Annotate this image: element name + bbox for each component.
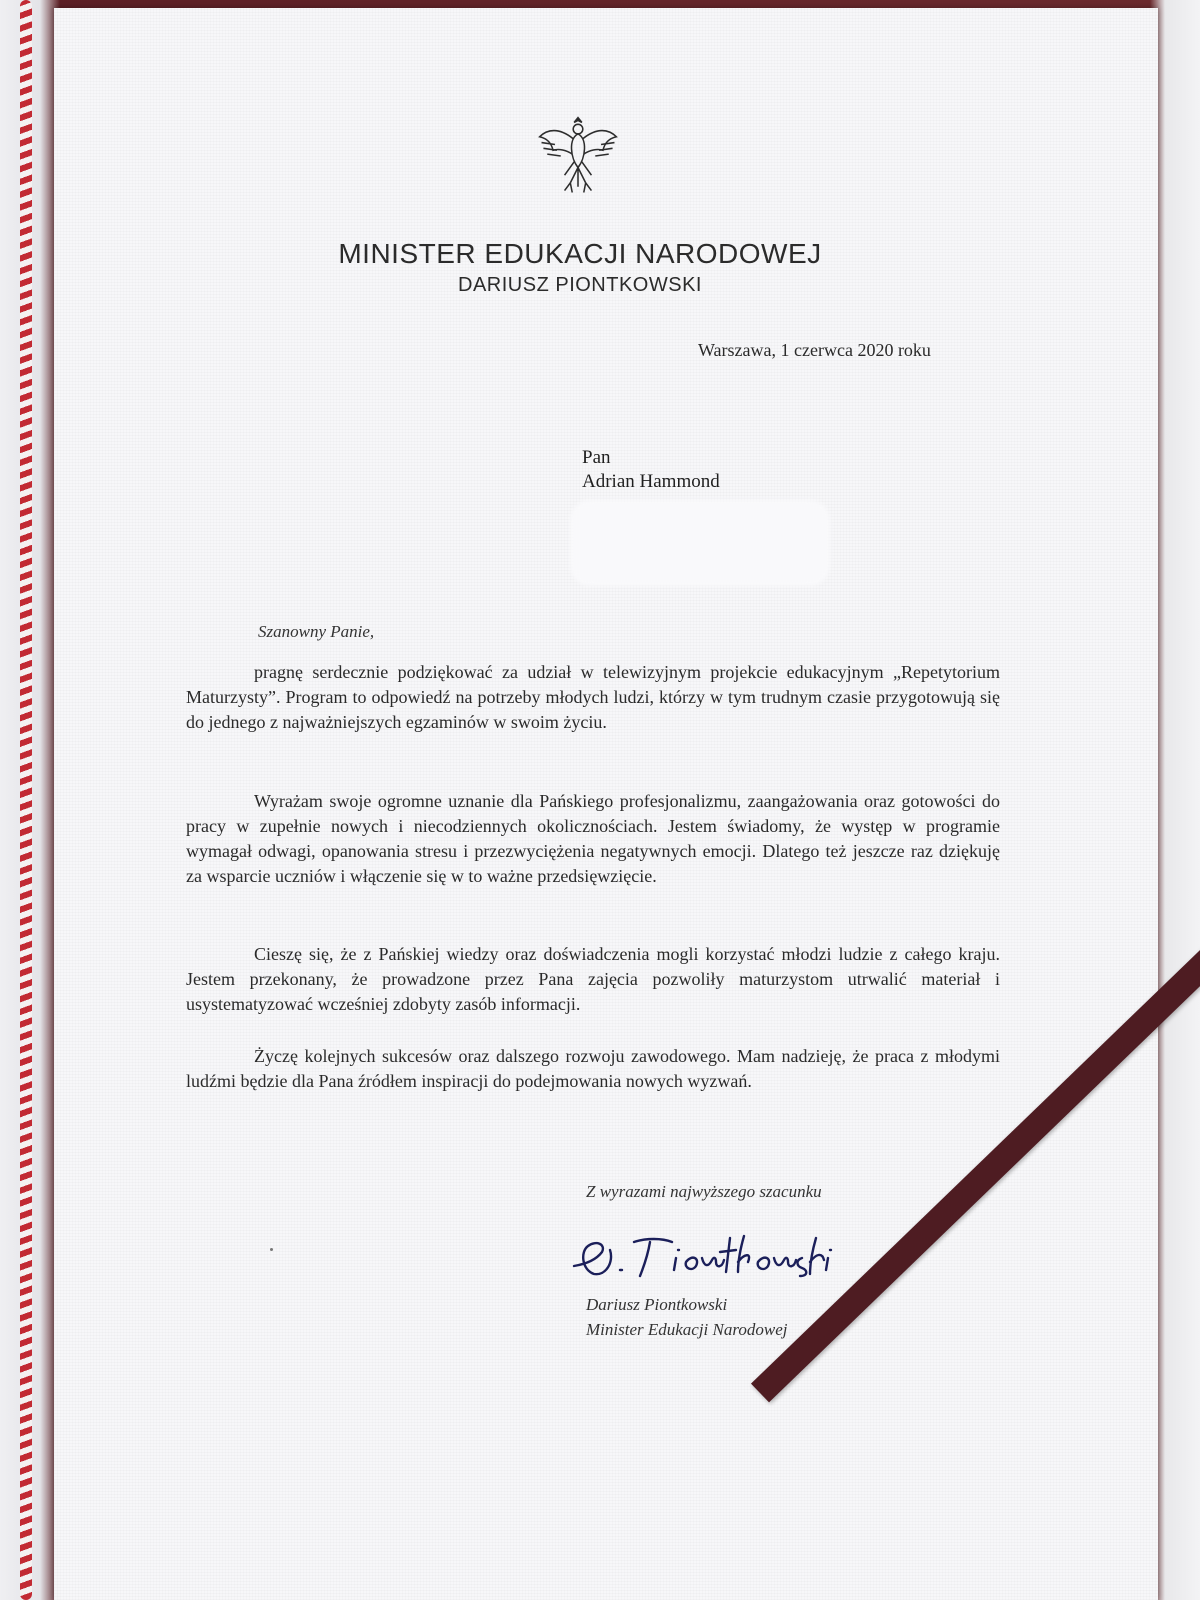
paragraph-1: pragnę serdecznie podziękować za udział w telewizyjnym projekcie edukacyjnym „Repetytorium Maturzysty”. Program to odpowiedź na potrzeby młodych ludzi, którzy w tym trudnym czasie przygotowują się do jednego z najważniejszych egzaminów w swoim życiu.	[186, 662, 1000, 732]
paragraph-2: Wyrażam swoje ogromne uznanie dla Pańskiego profesjonalizmu, zaangażowania oraz gotowości do pracy w zupełnie nowych i niecodziennych okolicznościach. Jestem świadomy, że występ w programie wymagał odwagi, opanowania stresu i przezwyciężenia negatywnych emocji. Dlatego też jeszcze raz dziękuję za wsparcie uczniów i włączenie się w to ważne przedsięwzięcie.	[186, 791, 1000, 886]
addressee-name: Adrian Hammond	[582, 471, 720, 492]
minister-name-heading: DARIUSZ PIONTKOWSKI	[458, 274, 702, 296]
letter-date: Warszawa, 1 czerwca 2020 roku	[698, 340, 931, 360]
paragraph-4: Życzę kolejnych sukcesów oraz dalszego rozwoju zawodowego. Mam nadzieję, że praca z młodymi ludźmi będzie dla Pana źródłem inspiracji do podejmowania nowych wyzwań.	[186, 1046, 1000, 1091]
closing-phrase: Z wyrazami najwyższego szacunku	[586, 1182, 822, 1201]
salutation: Szanowny Panie,	[258, 622, 375, 641]
addressee-block	[582, 446, 720, 494]
paper-speck	[270, 1248, 273, 1251]
minister-title: MINISTER EDUKACJI NARODOWEJ	[338, 238, 822, 269]
paragraph-3: Cieszę się, że z Pańskiej wiedzy oraz doświadczenia mogli korzystać młodzi ludzie z całego kraju. Jestem przekonany, że prowadzone przez Pana zajęcia pozwoliły maturzystom utrwalić materiał i usystematyzować wcześniej zdobyty zasób informacji.	[186, 944, 1000, 1014]
addressee-title: Pan	[582, 447, 611, 468]
signatory-name: Dariusz Piontkowski	[586, 1295, 728, 1314]
handwritten-signature	[566, 1222, 906, 1292]
polish-eagle-icon	[530, 108, 626, 204]
signatory-block	[586, 1292, 787, 1342]
signatory-position: Minister Edukacji Narodowej	[586, 1320, 788, 1339]
redacted-address	[570, 500, 830, 586]
